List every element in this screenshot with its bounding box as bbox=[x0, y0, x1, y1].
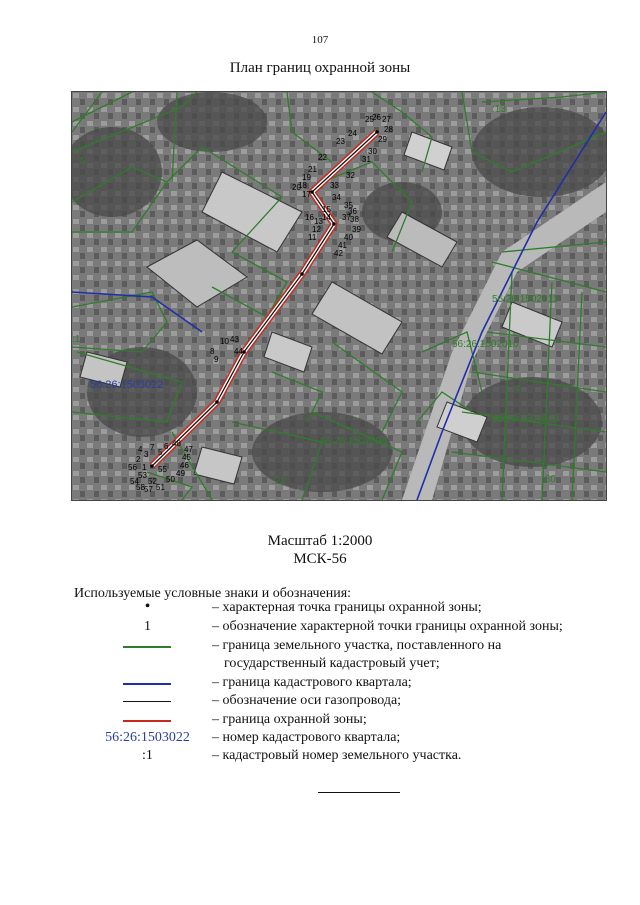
point-label: 58 bbox=[136, 483, 145, 492]
point-label: 31 bbox=[362, 155, 371, 164]
point-label: 10 bbox=[220, 337, 229, 346]
point-label: 34 bbox=[332, 193, 341, 202]
point-label: 37 bbox=[342, 213, 351, 222]
point-label: 24 bbox=[348, 129, 357, 138]
legend-title: Используемые условные знаки и обозначения: bbox=[74, 586, 352, 601]
point-label: 11 bbox=[308, 233, 317, 242]
legend-item-parcel-boundary bbox=[80, 638, 620, 656]
legend-item-protection-zone bbox=[80, 712, 620, 730]
point-label: 30 bbox=[368, 147, 377, 156]
point-label: 5 bbox=[158, 448, 163, 457]
quarter-label: 56:26:1502011 bbox=[492, 294, 558, 305]
parcel-label: :1 bbox=[72, 334, 81, 345]
quarter-label: 56:26:1502009 bbox=[320, 436, 387, 447]
point-label: 4 bbox=[138, 445, 143, 454]
point-label: 21 bbox=[308, 165, 317, 174]
point-label: 27 bbox=[382, 115, 391, 124]
map-scale: Масштаб 1:2000 bbox=[267, 533, 373, 549]
legend-item-point-label bbox=[80, 619, 620, 637]
parcel-number-symbol: :1 bbox=[142, 748, 153, 763]
point-label: 1 bbox=[142, 463, 147, 472]
point-label: 39 bbox=[352, 225, 361, 234]
green-line-symbol bbox=[123, 646, 171, 648]
legend-desc: – кадастровый номер земельного участка. bbox=[212, 748, 462, 763]
legend-item-parcel-number bbox=[80, 748, 620, 766]
point-label: 36 bbox=[348, 207, 357, 216]
point-label-symbol: 1 bbox=[144, 619, 151, 634]
point-label: 42 bbox=[334, 249, 343, 258]
point-label: 47 bbox=[184, 445, 193, 454]
legend-desc: – номер кадастрового квартала; bbox=[212, 730, 401, 745]
point-label: 50 bbox=[166, 475, 175, 484]
parcel-label: :5 bbox=[77, 156, 86, 167]
point-label: 7 bbox=[150, 443, 155, 452]
point-label: 9 bbox=[214, 355, 219, 364]
point-label: 40 bbox=[344, 233, 353, 242]
protection-zone-map bbox=[71, 91, 607, 501]
point-label: 38 bbox=[350, 215, 359, 224]
signature-line bbox=[318, 792, 400, 793]
point-label: 43 bbox=[230, 335, 239, 344]
red-line-symbol bbox=[123, 720, 171, 722]
point-label: 52 bbox=[148, 477, 157, 486]
point-label: 57 bbox=[144, 485, 153, 494]
legend-desc: – граница охранной зоны; bbox=[212, 712, 367, 727]
point-label: 13 bbox=[314, 217, 323, 226]
point-label: 56 bbox=[128, 463, 137, 472]
point-label: 55 bbox=[158, 465, 167, 474]
page-number: 107 bbox=[311, 34, 329, 46]
point-label: 17 bbox=[302, 190, 311, 199]
point-label: 33 bbox=[330, 181, 339, 190]
point-label: 26 bbox=[372, 113, 381, 122]
parcel-label: :30 bbox=[542, 474, 556, 485]
coordinate-system: МСК-56 bbox=[293, 551, 347, 567]
point-label: 46 bbox=[180, 461, 189, 470]
point-label: 48 bbox=[172, 439, 181, 448]
point-label: 51 bbox=[156, 483, 165, 492]
legend-item-quarter-number bbox=[80, 730, 620, 748]
quarter-label: 56:26:1503022 bbox=[90, 379, 164, 391]
point-label: 8 bbox=[210, 347, 215, 356]
point-label: 23 bbox=[336, 137, 345, 146]
legend-item-parcel-boundary-cont bbox=[80, 656, 620, 674]
point-label: 14 bbox=[322, 213, 331, 222]
black-line-symbol bbox=[123, 701, 171, 702]
point-label: 49 bbox=[176, 469, 185, 478]
point-label: 25 bbox=[365, 115, 374, 124]
parcel-label: :13 bbox=[492, 104, 506, 115]
legend-desc: – обозначение характерной точки границы охранной зоны; bbox=[212, 619, 563, 634]
legend-item-quarter-boundary bbox=[80, 675, 620, 693]
point-label: 19 bbox=[302, 173, 311, 182]
map-canvas bbox=[72, 92, 606, 500]
parcel-label: :4 bbox=[512, 384, 521, 395]
legend-desc: – граница кадастрового квартала; bbox=[212, 675, 412, 690]
page-title: План границ охранной зоны bbox=[229, 60, 411, 76]
quarter-label: 56:26:1502010 bbox=[452, 339, 519, 350]
point-label: 15 bbox=[322, 205, 331, 214]
point-label: 45 bbox=[182, 453, 191, 462]
parcel-label: :22 bbox=[272, 476, 286, 487]
point-label: 29 bbox=[378, 135, 387, 144]
point-label: 54 bbox=[130, 477, 139, 486]
legend-desc: государственный кадастровый учет; bbox=[224, 656, 440, 671]
point-label: 6 bbox=[164, 442, 169, 451]
legend-desc: – граница земельного участка, поставленного на bbox=[212, 638, 502, 653]
legend-desc: – характерная точка границы охранной зоны; bbox=[212, 600, 482, 615]
point-label: 44 bbox=[234, 347, 243, 356]
point-label: 12 bbox=[312, 225, 321, 234]
point-label: 2 bbox=[136, 455, 141, 464]
point-label: 16 bbox=[305, 213, 314, 222]
point-label: 28 bbox=[384, 125, 393, 134]
legend-item-point bbox=[80, 600, 620, 618]
point-label: 53 bbox=[138, 471, 147, 480]
quarter-number-symbol: 56:26:1503022 bbox=[105, 730, 190, 745]
point-symbol: • bbox=[144, 598, 151, 615]
point-label: 32 bbox=[346, 171, 355, 180]
point-label: 35 bbox=[344, 201, 353, 210]
legend-item-gas-axis bbox=[80, 693, 620, 711]
point-label: 18 bbox=[298, 181, 307, 190]
point-label: 20 bbox=[292, 183, 301, 192]
point-label: 3 bbox=[144, 450, 149, 459]
blue-line-symbol bbox=[123, 683, 171, 685]
point-label: 22 bbox=[318, 153, 327, 162]
quarter-label: 56:26:1503023 bbox=[492, 414, 559, 425]
point-label: 41 bbox=[338, 241, 347, 250]
legend-desc: – обозначение оси газопровода; bbox=[212, 693, 402, 708]
